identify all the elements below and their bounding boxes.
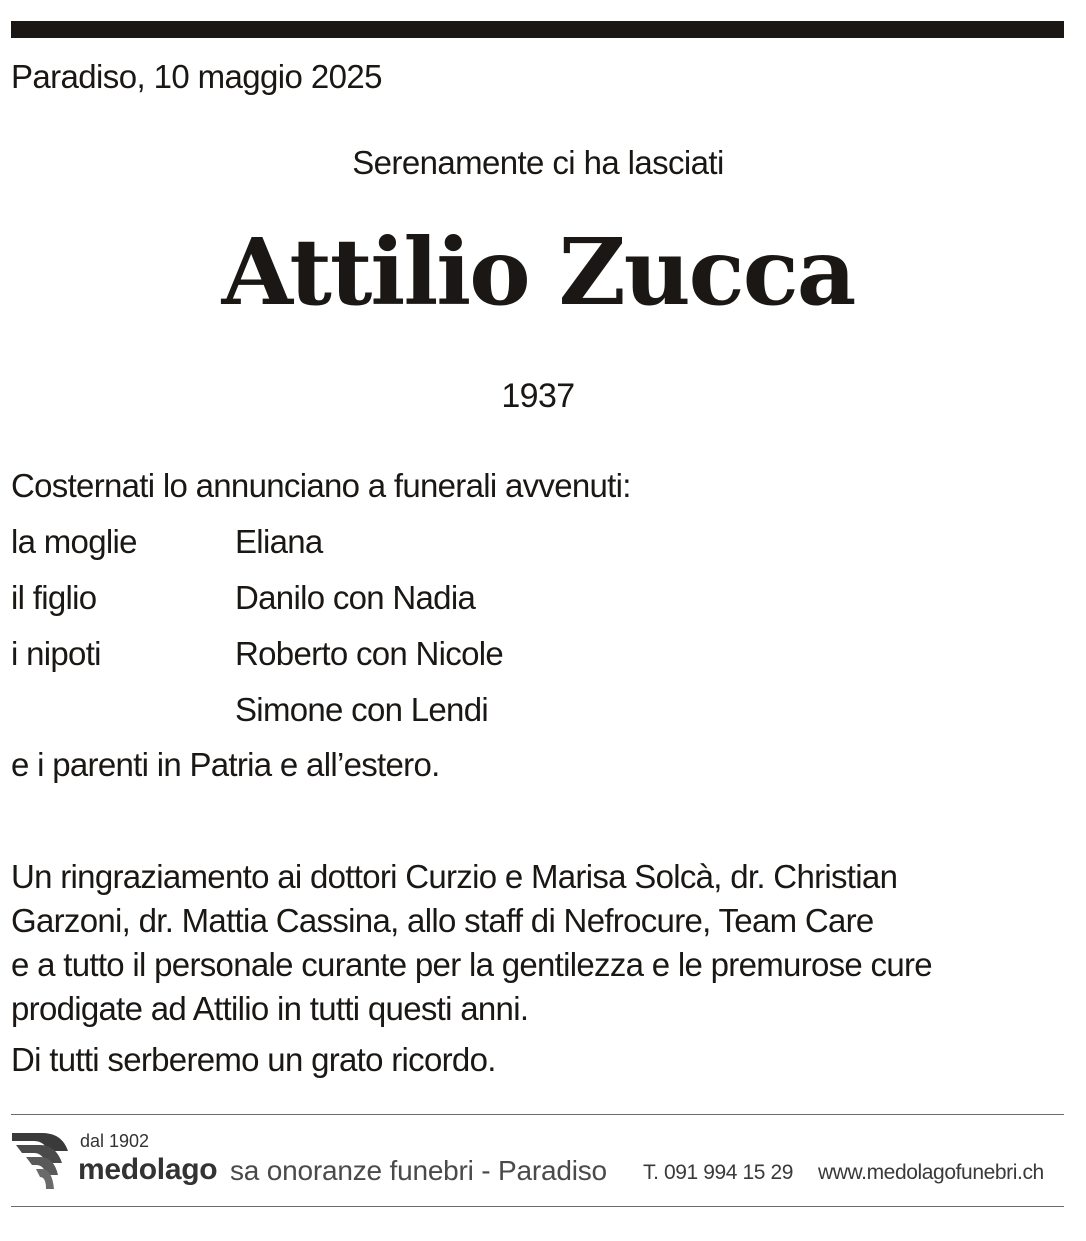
phone-number: T. 091 994 15 29 (643, 1161, 794, 1184)
thanks-line: Garzoni, dr. Mattia Cassina, allo staff di Nefrocure, Team Care (11, 902, 874, 939)
thanks-line: prodigate ad Attilio in tutti questi anni. (11, 990, 529, 1027)
medolago-wing-logo-icon (12, 1133, 70, 1191)
family-names: Eliana (235, 523, 323, 560)
footer-divider-top (11, 1114, 1064, 1115)
founded-since: dal 1902 (80, 1131, 150, 1151)
footer-divider-bottom (11, 1206, 1064, 1207)
brand-description: sa onoranze funebri - Paradiso (230, 1155, 607, 1186)
family-relation: i nipoti (11, 635, 101, 672)
brand-name: medolago (78, 1153, 218, 1186)
birth-year: 1937 (501, 377, 575, 415)
family-row (11, 635, 711, 691)
announcement-text: Costernati lo annunciano a funerali avvenuti: (11, 467, 631, 504)
thanks-line: e a tutto il personale curante per la gentilezza e le premurose cure (11, 946, 932, 983)
remembrance-text: Di tutti serberemo un grato ricordo. (11, 1041, 496, 1078)
family-names: Roberto con Nicole (235, 635, 504, 672)
intro-text: Serenamente ci ha lasciati (352, 144, 724, 181)
family-row (11, 523, 711, 579)
place-date: Paradiso, 10 maggio 2025 (11, 58, 382, 95)
thanks-paragraph (11, 855, 1071, 1031)
family-relation: la moglie (11, 523, 137, 560)
top-divider (11, 21, 1064, 38)
thanks-line: Un ringraziamento ai dottori Curzio e Marisa Solcà, dr. Christian (11, 858, 898, 895)
family-row (11, 579, 711, 635)
deceased-name: Attilio Zucca (221, 218, 855, 326)
family-list (11, 523, 711, 747)
family-relation: il figlio (11, 579, 97, 616)
website-link[interactable]: www.medolagofunebri.ch (818, 1161, 1044, 1184)
family-relation (11, 691, 235, 747)
family-row (11, 691, 711, 747)
family-names: Simone con Lendi (235, 691, 488, 728)
family-names: Danilo con Nadia (235, 579, 476, 616)
closing-text: e i parenti in Patria e all’estero. (11, 746, 440, 783)
